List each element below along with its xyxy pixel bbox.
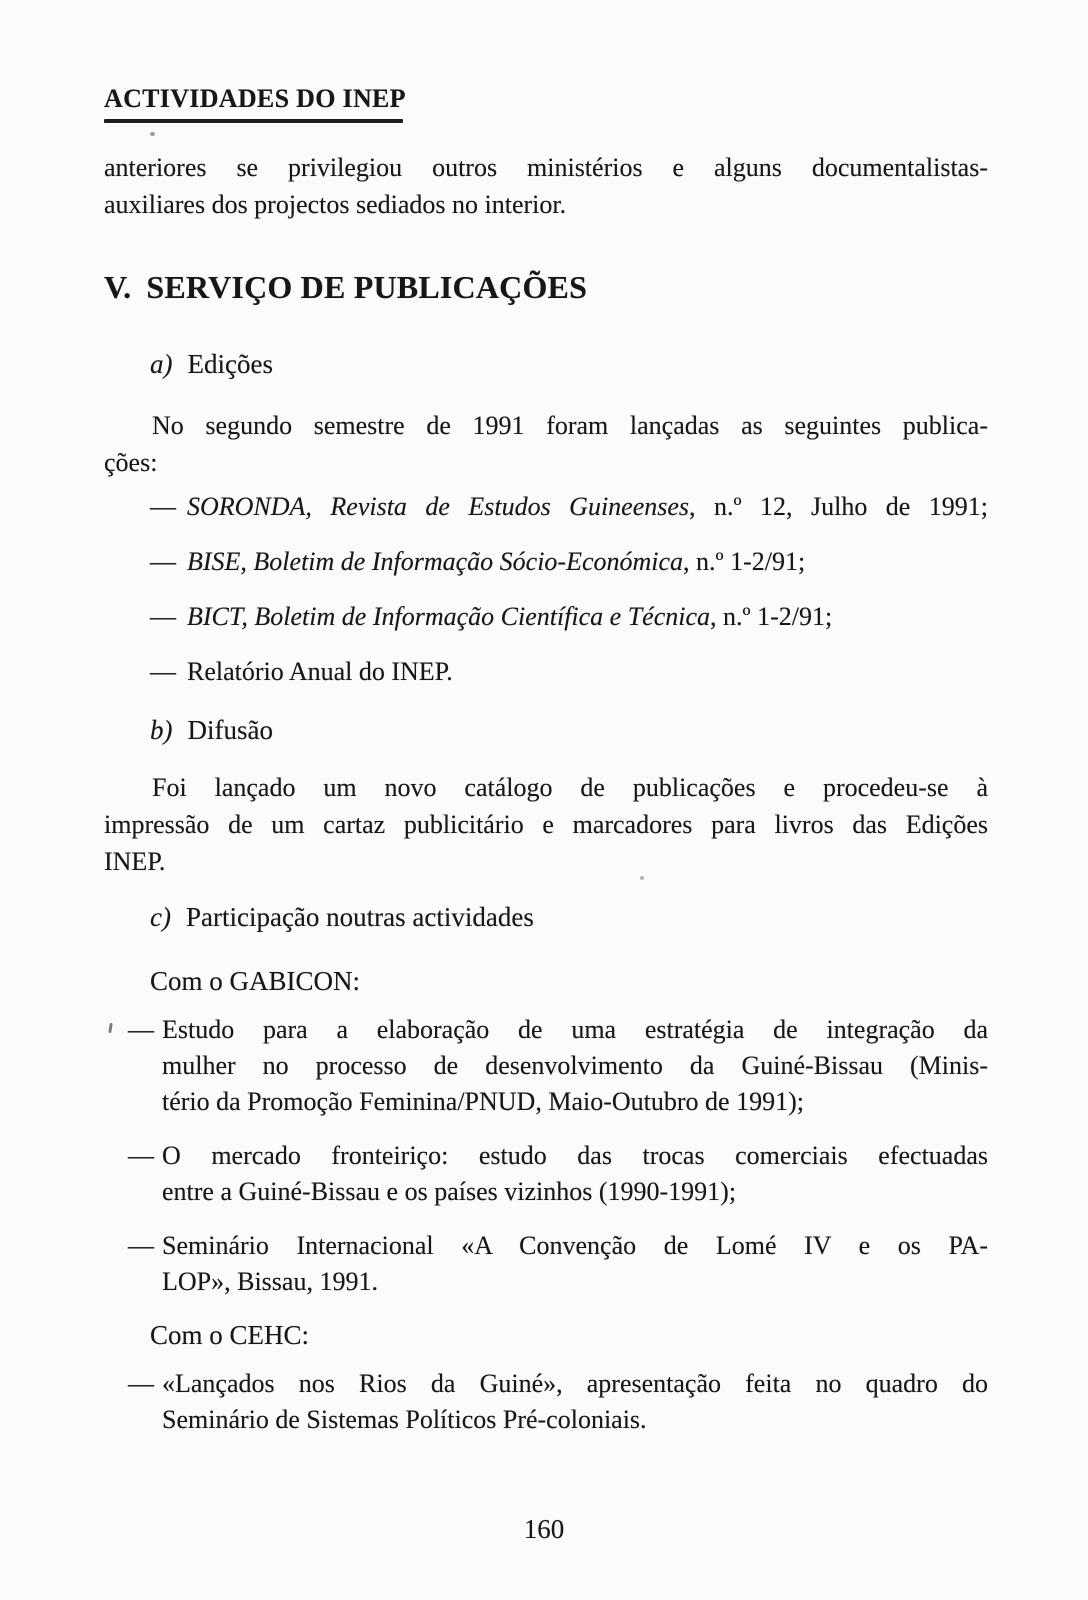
publication-item (104, 491, 988, 523)
running-head-rule (104, 119, 403, 123)
dash-marker: — (150, 657, 176, 686)
paragraph-line: INEP. (104, 847, 166, 876)
subsection-title: Participação noutras actividades (185, 902, 534, 932)
paragraph-line: ções: (104, 448, 158, 477)
intro-paragraph (104, 149, 988, 223)
subsection-letter: c) (150, 902, 171, 932)
publication-title: BICT, Boletim de Informação Científica e Técnica (187, 602, 711, 631)
editions-paragraph (104, 407, 988, 481)
activity-item (104, 1138, 988, 1210)
activity-line: mulher no processo de desenvolvimento da Guiné-Bissau (Minis- (162, 1051, 988, 1080)
activity-line: Seminário Internacional «A Convenção de Lomé IV e os PA- (162, 1231, 988, 1260)
subsection-c-label (104, 900, 988, 934)
publication-issue: Relatório Anual do INEP. (187, 657, 453, 686)
publication-issue: , n.º 12, Julho de 1991; (689, 492, 989, 521)
difusao-paragraph (104, 769, 988, 880)
dash-marker: — (150, 492, 176, 521)
paragraph-line: impressão de um cartaz publicitário e marcadores para livros das Edições (104, 810, 988, 839)
subsection-title: Difusão (187, 715, 273, 745)
publication-item (104, 546, 988, 578)
activity-line: tério da Promoção Feminina/PNUD, Maio-Outubro de 1991); (162, 1087, 804, 1116)
publication-issue: , n.º 1-2/91; (710, 602, 833, 631)
activity-line: O mercado fronteiriço: estudo das trocas comerciais efectuadas (162, 1141, 988, 1170)
paragraph-line: anteriores se privilegiou outros ministérios e alguns documentalistas- (104, 153, 988, 182)
activity-line: «Lançados nos Rios da Guiné», apresentação feita no quadro do (162, 1369, 988, 1398)
activity-group-cehc (104, 1318, 988, 1438)
section-number: V. (104, 269, 132, 305)
dash-marker: — (150, 547, 176, 576)
publication-title: SORONDA, Revista de Estudos Guineenses (187, 492, 690, 521)
subsection-title: Edições (187, 349, 273, 379)
page-number: 160 (523, 1514, 565, 1544)
section-heading (104, 269, 988, 305)
activity-item (104, 1366, 988, 1438)
dash-marker: — (128, 1231, 154, 1260)
subsection-letter: b) (150, 715, 173, 745)
dash-marker: — (150, 602, 176, 631)
subsection-a-label (104, 347, 988, 381)
subsection-b-label (104, 713, 988, 747)
publication-title: BISE, Boletim de Informação Sócio-Económica (187, 547, 684, 576)
activities-list (104, 1012, 988, 1300)
dash-marker: — (128, 1369, 154, 1398)
activities-list (104, 1366, 988, 1438)
publication-item (104, 656, 988, 688)
activity-item (104, 1228, 988, 1300)
paragraph-line: auxiliares dos projectos sediados no interior. (104, 190, 567, 219)
activity-line: entre a Guiné-Bissau e os países vizinhos (1990-1991); (162, 1177, 737, 1206)
scan-artifact-dot (640, 876, 644, 880)
activity-line: Seminário de Sistemas Políticos Pré-coloniais. (162, 1405, 647, 1434)
dash-marker: — (128, 1015, 154, 1044)
publication-issue: , n.º 1-2/91; (683, 547, 806, 576)
scan-artifact-dot (150, 132, 155, 136)
running-head: ACTIVIDADES DO INEP (104, 84, 406, 113)
subsection-letter: a) (150, 349, 173, 379)
paragraph-line: No segundo semestre de 1991 foram lançadas as seguintes publica- (152, 411, 988, 440)
activity-item (104, 1012, 988, 1120)
activity-group-gabicon (104, 964, 988, 1300)
dash-marker: — (128, 1141, 154, 1170)
activity-line: Estudo para a elaboração de uma estratégia de integração da (162, 1015, 988, 1044)
group-heading: Com o CEHC: (150, 1320, 310, 1350)
activity-line: LOP», Bissau, 1991. (162, 1267, 378, 1296)
page-header (104, 84, 988, 123)
publication-item (104, 601, 988, 633)
section-title: SERVIÇO DE PUBLICAÇÕES (146, 269, 588, 305)
paragraph-line: Foi lançado um novo catálogo de publicações e procedeu-se à (152, 773, 988, 802)
group-heading: Com o GABICON: (150, 966, 361, 996)
publications-list (104, 491, 988, 688)
